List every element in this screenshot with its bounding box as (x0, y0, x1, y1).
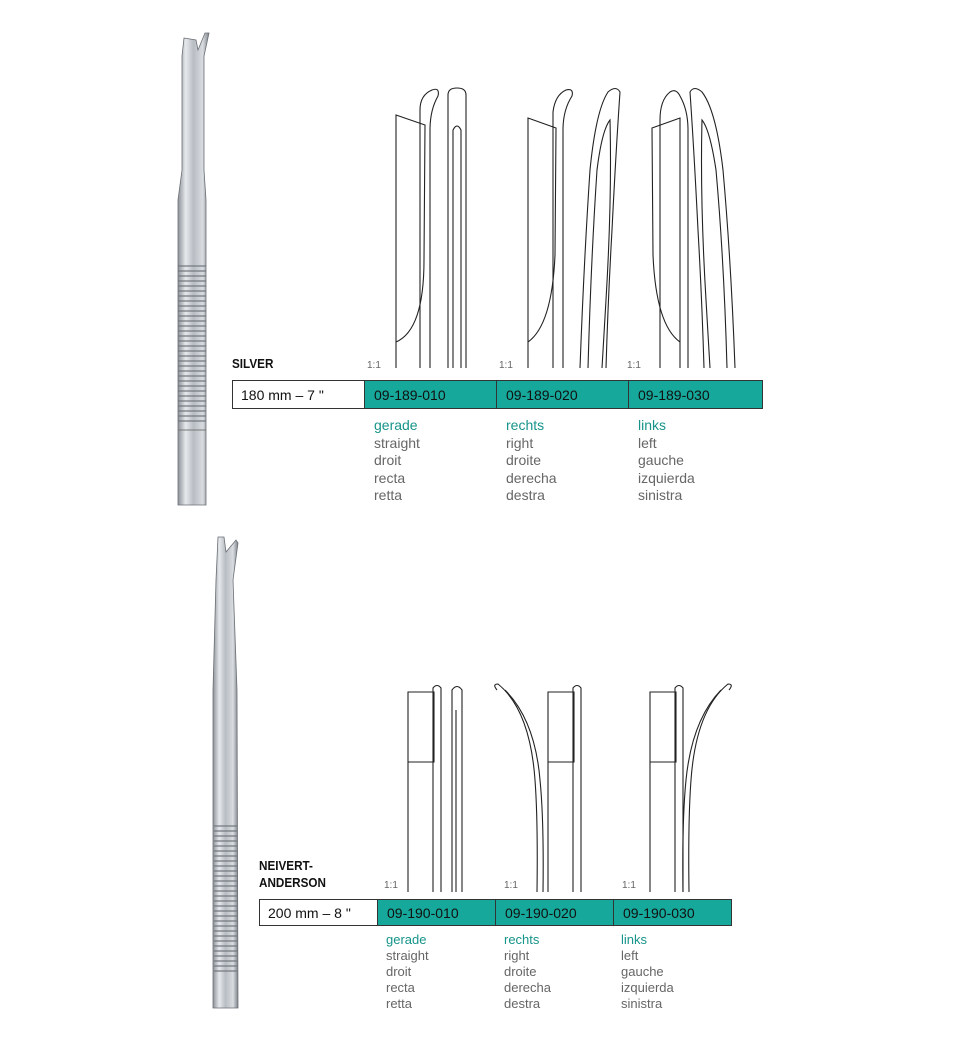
scale-label: 1:1 (504, 880, 518, 891)
variant-names-straight (374, 417, 420, 505)
scale-label: 1:1 (367, 360, 381, 371)
variant-name-es: recta (374, 469, 406, 486)
article-code-09-189-010[interactable]: 09-189-010 (365, 381, 497, 408)
variant-name-en: straight (374, 434, 420, 451)
silver-right-drawing (528, 89, 620, 369)
variant-name-it: sinistra (621, 996, 663, 1011)
variant-name-fr: gauche (638, 452, 684, 468)
variant-name-de: links (638, 417, 667, 433)
variant-names-right (504, 932, 551, 1012)
scale-label: 1:1 (499, 360, 513, 371)
variant-name-es: derecha (504, 980, 551, 995)
variant-name-de: rechts (504, 932, 540, 947)
product-name-neivert-anderson (259, 857, 326, 891)
variant-name-fr: droite (504, 964, 537, 979)
neivert-right-drawing (495, 684, 581, 892)
scale-label: 1:1 (622, 880, 636, 891)
variant-name-en: left (621, 948, 639, 963)
silver-left-drawing (652, 89, 735, 369)
variant-name-fr: droite (506, 452, 542, 468)
article-code-09-189-030[interactable]: 09-189-030 (638, 386, 710, 403)
variant-name-de: gerade (374, 417, 418, 433)
article-code-09-190-020[interactable]: 09-190-020 (496, 900, 614, 925)
variant-name-fr: gauche (621, 964, 664, 979)
variant-name-es: izquierda (638, 469, 695, 486)
neivert-left-drawing (650, 684, 731, 892)
variant-name-en: right (504, 948, 530, 963)
article-code-09-190-010[interactable]: 09-190-010 (378, 900, 496, 925)
variant-name-de: rechts (506, 417, 545, 433)
variant-names-left (621, 932, 674, 1012)
variant-name-es: recta (386, 980, 415, 995)
variant-name-es: derecha (506, 469, 557, 486)
variant-names-straight (386, 932, 429, 1012)
variant-name-en: left (638, 434, 657, 451)
silver-straight-drawing (396, 88, 466, 368)
scale-label: 1:1 (627, 360, 641, 371)
variant-name-it: destra (504, 996, 541, 1011)
variant-name-es: izquierda (621, 980, 674, 995)
variant-names-right (506, 417, 557, 505)
variant-name-it: sinistra (638, 487, 683, 503)
variant-name-it: retta (386, 996, 413, 1011)
article-code-09-189-020[interactable]: 09-189-020 (497, 381, 629, 408)
product-name-silver: SILVER (232, 356, 274, 371)
size-box-silver: 180 mm – 7 " (232, 380, 365, 409)
article-code-bar-silver (364, 380, 763, 409)
size-box-neivert-anderson: 200 mm – 8 " (259, 899, 378, 926)
variant-name-en: right (506, 434, 534, 451)
neivert-straight-drawing (408, 686, 462, 893)
variant-name-de: gerade (386, 932, 427, 947)
variant-name-fr: droit (374, 452, 402, 468)
variant-name-it: retta (374, 487, 403, 503)
scale-label: 1:1 (384, 880, 398, 891)
variant-name-fr: droit (386, 964, 412, 979)
variant-names-left (638, 417, 695, 505)
article-code-09-190-030[interactable]: 09-190-030 (623, 904, 695, 921)
variant-name-it: destra (506, 487, 545, 503)
product-name-line: NEIVERT- (259, 858, 313, 873)
product-name-line: ANDERSON (259, 875, 326, 890)
variant-name-en: straight (386, 948, 429, 963)
article-code-bar-neivert-anderson (377, 899, 732, 926)
variant-name-de: links (621, 932, 648, 947)
